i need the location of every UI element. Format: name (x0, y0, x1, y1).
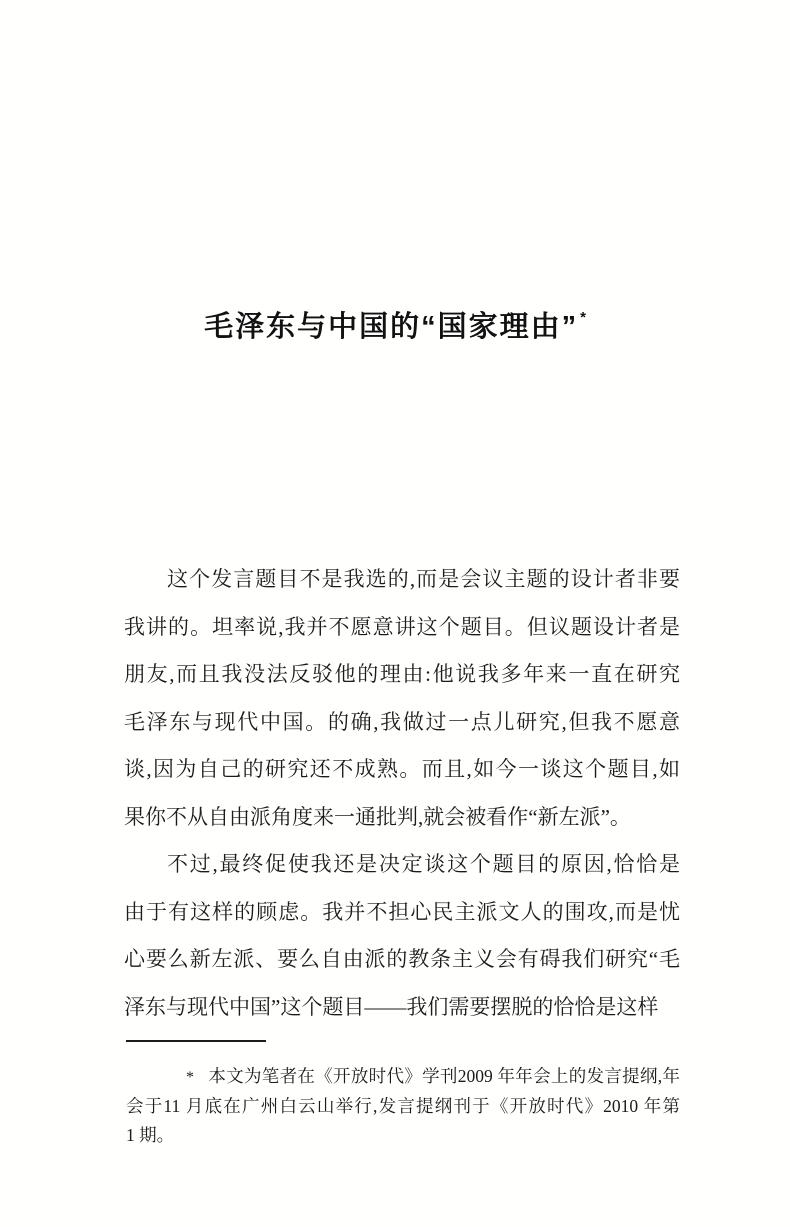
page-title-text: 毛泽东与中国的“国家理由” (204, 311, 579, 343)
body-line: 由于有这样的顾虑。我并不担心民主派文人的围攻,而是忧 (124, 899, 680, 924)
body-line: 谈,因为自己的研究还不成熟。而且,如今一谈这个题目,如 (124, 757, 680, 781)
title-footnote-marker: * (580, 309, 586, 326)
body-line: 这个发言题目不是我选的,而是会议主题的设计者非要 (167, 567, 680, 591)
footnote (126, 1062, 680, 1151)
body-line: 我讲的。坦率说,我并不愿意讲这个题目。但议题设计者是 (124, 614, 680, 639)
body-line: 毛泽东与现代中国。的确,我做过一点儿研究,但我不愿意 (124, 709, 680, 734)
page-title (0, 304, 790, 345)
footnote-line (126, 1062, 680, 1092)
footnote-line: 1 期。 (126, 1125, 175, 1145)
body-line: 心要么新左派、要么自由派的教条主义会有碍我们研究“毛 (124, 947, 680, 971)
footnote-marker: * (186, 1069, 194, 1086)
body-line: 朋友,而且我没法反驳他的理由:他说我多年来一直在研究 (124, 662, 680, 686)
body-text (124, 556, 680, 1031)
footnote-line: 会于11 月底在广州白云山举行,发言提纲刊于《开放时代》2010 年第 (126, 1095, 680, 1116)
footnote-line-text: 本文为笔者在《开放时代》学刊2009 年年会上的发言提纲,年 (208, 1066, 680, 1086)
body-line: 泽东与现代中国”这个题目——我们需要摆脱的恰恰是这样 (124, 994, 659, 1019)
body-line: 果你不从自由派角度来一通批判,就会被看作“新左派”。 (124, 804, 631, 829)
footnote-divider-rule (126, 1040, 266, 1042)
body-line: 不过,最终促使我还是决定谈这个题目的原因,恰恰是 (167, 852, 680, 876)
